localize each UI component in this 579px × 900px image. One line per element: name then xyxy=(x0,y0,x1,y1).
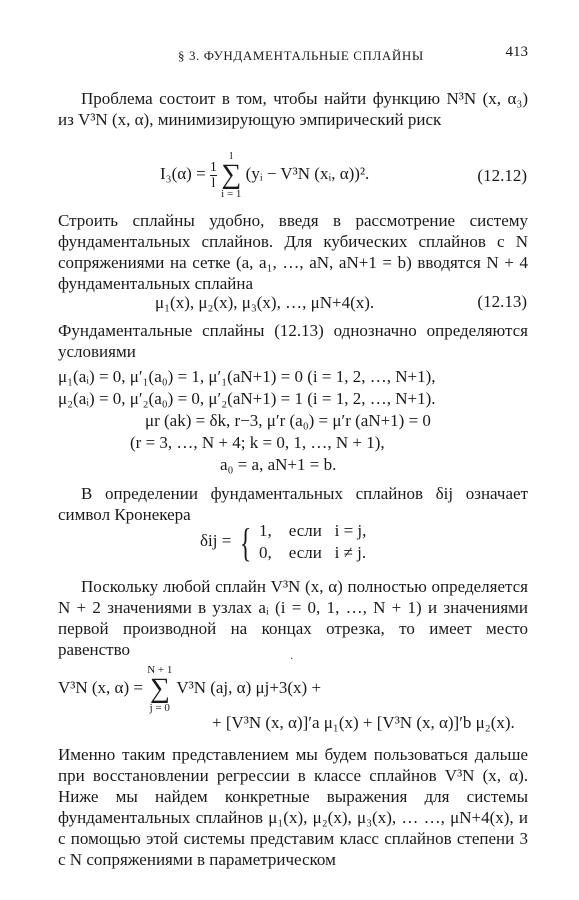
case-2 xyxy=(259,542,366,564)
page-number: 413 xyxy=(505,44,528,60)
equation-12-12 xyxy=(160,150,369,200)
condition-line-3: μr (ak) = δk, r−3, μ′r (a₀) = μ′r (aN+1) = 0 xyxy=(145,411,431,430)
paragraph-1: Проблема состоит в том, чтобы найти функцию N³N (x, α₃) из V³N (x, α), минимизирующую эмпирический риск xyxy=(58,89,528,129)
sum-upper-limit: l xyxy=(229,150,233,162)
sum-lower-limit: i = 1 xyxy=(221,188,242,200)
rep-body-line-1: V³N (aj, α) μj+3(x) + xyxy=(176,677,322,697)
sum-symbol: l ∑ i = 1 xyxy=(221,150,242,200)
rep-sum-lower: j = 0 xyxy=(149,702,170,714)
condition-line-5: a₀ = a, aN+1 = b. xyxy=(220,455,337,474)
paragraph-2: Строить сплайны удобно, введя в рассмотрение систему фундаментальных сплайнов. Для кубических сплайнов с N сопряжениями на сетке (a, a₁, …, aN, aN+1 = b) вводятся N + 4 фундаментальных сплайна xyxy=(58,211,528,293)
case-1-value: 1, xyxy=(259,521,272,540)
equation-number-12-12: (12.12) xyxy=(477,166,527,185)
fraction-denominator: l xyxy=(211,175,216,191)
paragraph-3: Фундаментальные сплайны (12.13) однозначно определяются условиями xyxy=(58,321,528,361)
eq-12-12-fraction xyxy=(210,160,217,191)
left-brace: { xyxy=(239,519,251,565)
kronecker-cases xyxy=(259,520,366,564)
case-1-word: если xyxy=(288,521,322,540)
condition-line-4: (r = 3, …, N + 4; k = 0, 1, …, N + 1), xyxy=(130,433,385,452)
eq-12-12-lhs: I₃(α) = xyxy=(160,163,206,183)
case-2-word: если xyxy=(288,543,322,562)
section-title: § 3. ФУНДАМЕНТАЛЬНЫЕ СПЛАЙНЫ xyxy=(178,48,424,63)
representation-equation xyxy=(58,664,321,714)
equation-12-13: μ₁(x), μ₂(x), μ₃(x), …, μN+4(x). xyxy=(155,293,375,312)
eq-12-12-body: (yᵢ − V³N (xᵢ, α))². xyxy=(245,163,370,183)
case-2-value: 0, xyxy=(259,543,272,562)
case-1-condition: i = j, xyxy=(334,521,367,540)
case-2-condition: i ≠ j. xyxy=(334,543,367,562)
condition-line-1: μ₁(aᵢ) = 0, μ′₁(a₀) = 1, μ′₁(aN+1) = 0 (i = 1, 2, …, N+1), xyxy=(58,367,436,386)
rep-body-line-2: + [V³N (x, α)]′a μ₁(x) + [V³N (x, α)]′b μ₂(x). xyxy=(212,713,515,732)
equation-number-12-13: (12.13) xyxy=(477,292,527,311)
rep-sum-upper: N + 1 xyxy=(147,664,173,676)
running-header xyxy=(58,44,528,66)
rep-lhs: V³N (x, α) = xyxy=(58,677,143,697)
fraction-numerator: 1 xyxy=(209,159,217,175)
paragraph-5: Поскольку любой сплайн V³N (x, α) полностью определяется N + 2 значениями в узлах aᵢ (i = 0, 1, …, N + 1) и значениями первой производной на концах отрезка, то имеет место равенство xyxy=(58,577,528,659)
paragraph-6: Именно таким представлением мы будем пользоваться дальше при восстановлении регрессии в классе сплайнов V³N (x, α). Ниже мы найдем конкретные выражения для системы фундаментальных сплайнов μ₁(x), μ₂(x), μ₃(x), … …, μN+4(x), и с помощью этой системы представим класс сплайнов степени 3 с N сопряжениями в параметрическом xyxy=(58,745,528,869)
case-1 xyxy=(259,520,366,542)
kronecker-lhs: δij = xyxy=(200,530,232,550)
paragraph-4: В определении фундаментальных сплайнов δij означает символ Кронекера xyxy=(58,484,528,524)
stray-dot: · xyxy=(290,654,294,665)
condition-line-2: μ₂(aᵢ) = 0, μ′₂(a₀) = 0, μ′₂(aN+1) = 1 (i = 1, 2, …, N+1). xyxy=(58,389,436,408)
kronecker-definition xyxy=(200,520,366,564)
rep-sum-symbol: N + 1 ∑ j = 0 xyxy=(147,664,173,714)
